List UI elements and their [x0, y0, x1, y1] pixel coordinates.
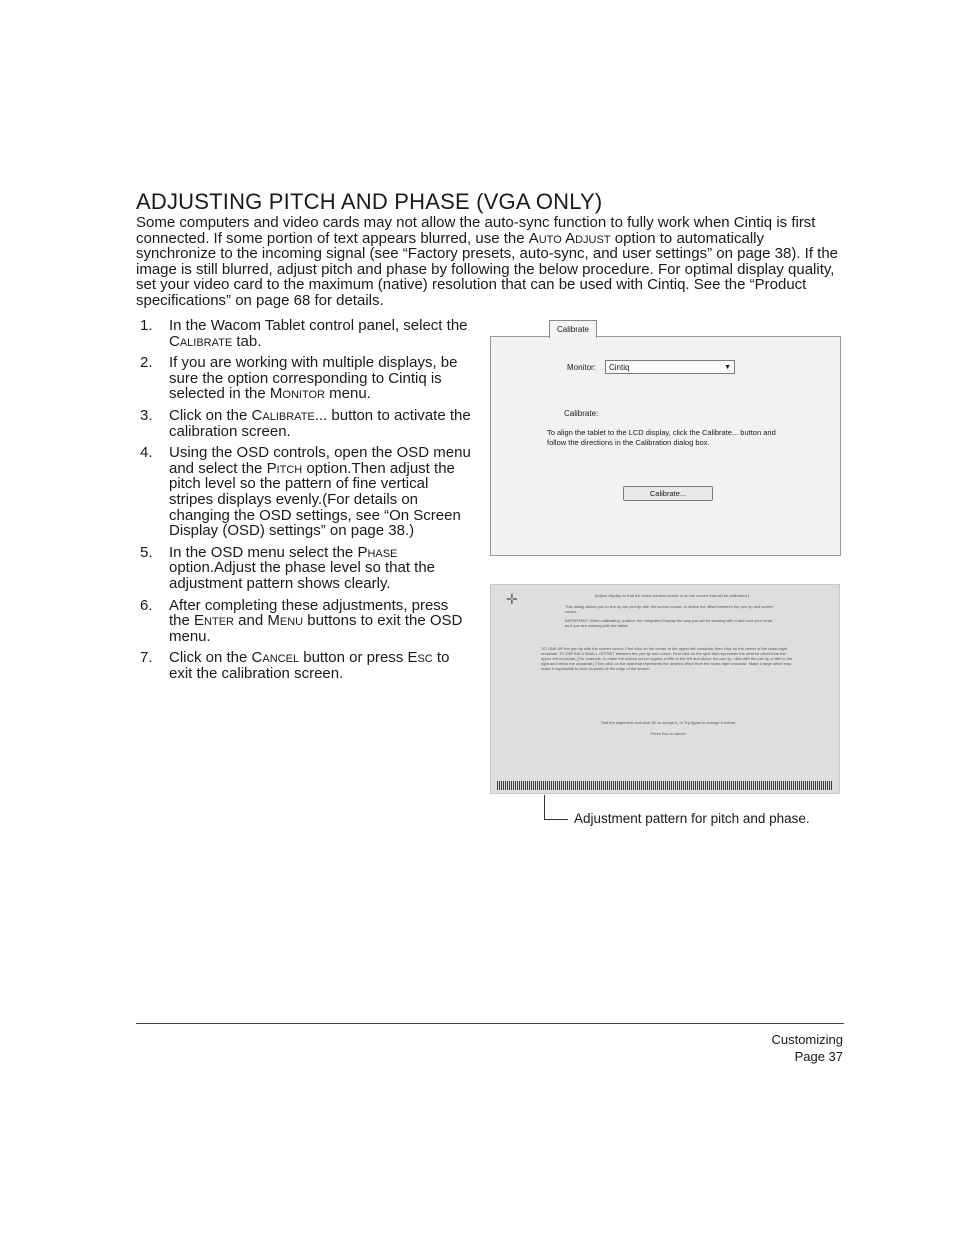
calibration-instruction: Press Esc to cancel.: [650, 731, 687, 736]
step-text-part: to exit the calibration screen.: [169, 649, 450, 682]
step-subline: (For details on changing the OSD settings, see “On Screen Display (OSD) settings” on page 38.): [169, 490, 461, 540]
calibrate-panel: [490, 336, 841, 556]
ui-term: Calibrate: [251, 406, 315, 424]
step-text: [169, 444, 471, 539]
step-number: 2.: [140, 354, 153, 372]
ui-term: Monitor: [269, 385, 325, 403]
step-item: [136, 355, 471, 402]
step-text-part: tab.: [232, 332, 262, 350]
step-text-part: In the Wacom Tablet control panel, select the: [169, 317, 468, 334]
ui-term: Calibrate: [169, 332, 233, 350]
ui-term: Esc: [407, 649, 433, 667]
calibrate-button[interactable]: Calibrate...: [623, 486, 713, 501]
step-text-part: button or press: [299, 649, 408, 667]
procedure-steps: [136, 318, 471, 687]
ui-term: Cancel: [251, 649, 300, 667]
step-item: [136, 318, 471, 349]
monitor-label: Monitor:: [567, 363, 596, 372]
step-text: [169, 649, 449, 682]
auto-adjust-term: Auto Adjust: [528, 229, 611, 247]
step-text-part: Using the OSD controls, open the OSD menu and select the: [169, 444, 471, 477]
step-number: 1.: [140, 317, 153, 334]
calibration-instruction: IMPORTANT: When calibrating, position the Integrated Display the way you will be working with it and hold your head as if you are working with the tablet.: [565, 618, 773, 628]
step-text-part: menu.: [324, 385, 371, 403]
step-text: [169, 597, 462, 645]
step-text-part: option.: [169, 559, 215, 577]
ui-term: Enter: [194, 612, 234, 630]
calibration-instruction: Test the alignment and click OK to accept it, or Try Again to change it further.: [600, 720, 737, 725]
step-number: 5.: [140, 543, 153, 561]
step-item: [136, 445, 471, 539]
step-text-part: ... button to activate the calibration screen.: [169, 406, 471, 440]
step-text-part: Click on the: [169, 406, 252, 424]
chevron-down-icon: ▼: [724, 364, 731, 371]
step-item: [136, 650, 471, 681]
figure-caption: Adjustment pattern for pitch and phase.: [574, 811, 810, 826]
step-item: [136, 598, 471, 645]
step-subline: Adjust the phase level so that the adjustment pattern shows clearly.: [169, 559, 436, 592]
step-text-part: buttons to exit the OSD menu.: [169, 612, 463, 645]
calibration-screen: [490, 584, 840, 794]
step-item: [136, 545, 471, 592]
step-text-part: In the OSD menu select the: [169, 543, 358, 561]
step-text-part: After completing these adjustments, press the: [169, 596, 449, 630]
step-subline: Then adjust the pitch level so the pattern of fine vertical stripes displays evenly.: [169, 459, 455, 508]
ui-term: Pitch: [266, 459, 303, 477]
footer-page-number: Page 37: [794, 1049, 843, 1064]
footer-divider: [136, 1023, 844, 1024]
calibration-instruction: [Adjust display so that the entire window border is on the screen that will be calibrated.]: [595, 593, 749, 598]
ui-term: Menu: [267, 612, 304, 630]
step-text: [169, 317, 468, 350]
calibrate-description: To align the tablet to the LCD display, click the Calibrate... button and follow the directions in the Calibration dialog box.: [547, 428, 776, 447]
intro-text-1: Some computers and video cards may not allow the auto-sync function to fully work when Cintiq is first connected. If some portion of text appears blurred, use the: [136, 214, 816, 247]
calibration-instruction: TO LINE UP the pen tip with the screen cursor: First click on the center of the upper-left crosshair, then click on the center of the lower-right crosshair. TO DEFINE A SMALL OFFSET between the pen tip and cursor: First click on the spot that represents the desired offset from the upper-left crosshair. (For example, to make the screen cursor appear a little to the left and above the pen tip, click with the pen tip a little to the right and below the crosshair.) Then click on the spot that represents the desired offset from the lower-right crosshair. Make a large offset may make it impossible to click on pixels at the edge of the screen.: [541, 646, 793, 671]
callout-line: [544, 795, 545, 819]
step-text-part: If you are working with multiple displays, be sure the option corresponding to Cintiq is selected in the: [169, 354, 458, 403]
monitor-select-value: Cintiq: [609, 363, 630, 372]
page-title: ADJUSTING PITCH AND PHASE (VGA ONLY): [136, 189, 603, 214]
step-number: 3.: [140, 406, 153, 424]
footer-section-name: Customizing: [771, 1032, 843, 1047]
step-number: 6.: [140, 596, 153, 614]
calibrate-tab[interactable]: Calibrate: [549, 320, 597, 338]
step-text: [169, 407, 471, 440]
step-number: 7.: [140, 649, 153, 667]
step-number: 4.: [140, 444, 153, 462]
adjustment-pattern: [497, 781, 833, 790]
step-text-part: and: [233, 612, 268, 630]
step-text-part: Click on the: [169, 649, 252, 667]
ui-term: Phase: [357, 543, 398, 561]
step-text-part: option.: [302, 459, 352, 477]
step-text: [169, 544, 435, 592]
step-item: [136, 408, 471, 439]
calibration-instruction: This dialog allows you to line up the pen tip with the screen cursor, or define the offset between the pen tip and screen cursor.: [565, 604, 774, 614]
step-text: [169, 354, 457, 402]
monitor-select[interactable]: [605, 360, 735, 374]
crosshair-icon[interactable]: ✛: [506, 591, 518, 607]
intro-text-2: option to automatically synchronize to the incoming signal (see “Factory presets, auto-sync, and user settings” on page 38). If the image is still blurred, adjust pitch and phase by following the below procedure. For optimal display quality, set your video card to the maximum (native) resolution that can be used with Cintiq. See the “Product specifications” on page 68 for details.: [136, 229, 839, 309]
calibrate-heading: Calibrate:: [564, 409, 599, 418]
intro-paragraph: [136, 215, 846, 309]
callout-line: [544, 819, 568, 820]
